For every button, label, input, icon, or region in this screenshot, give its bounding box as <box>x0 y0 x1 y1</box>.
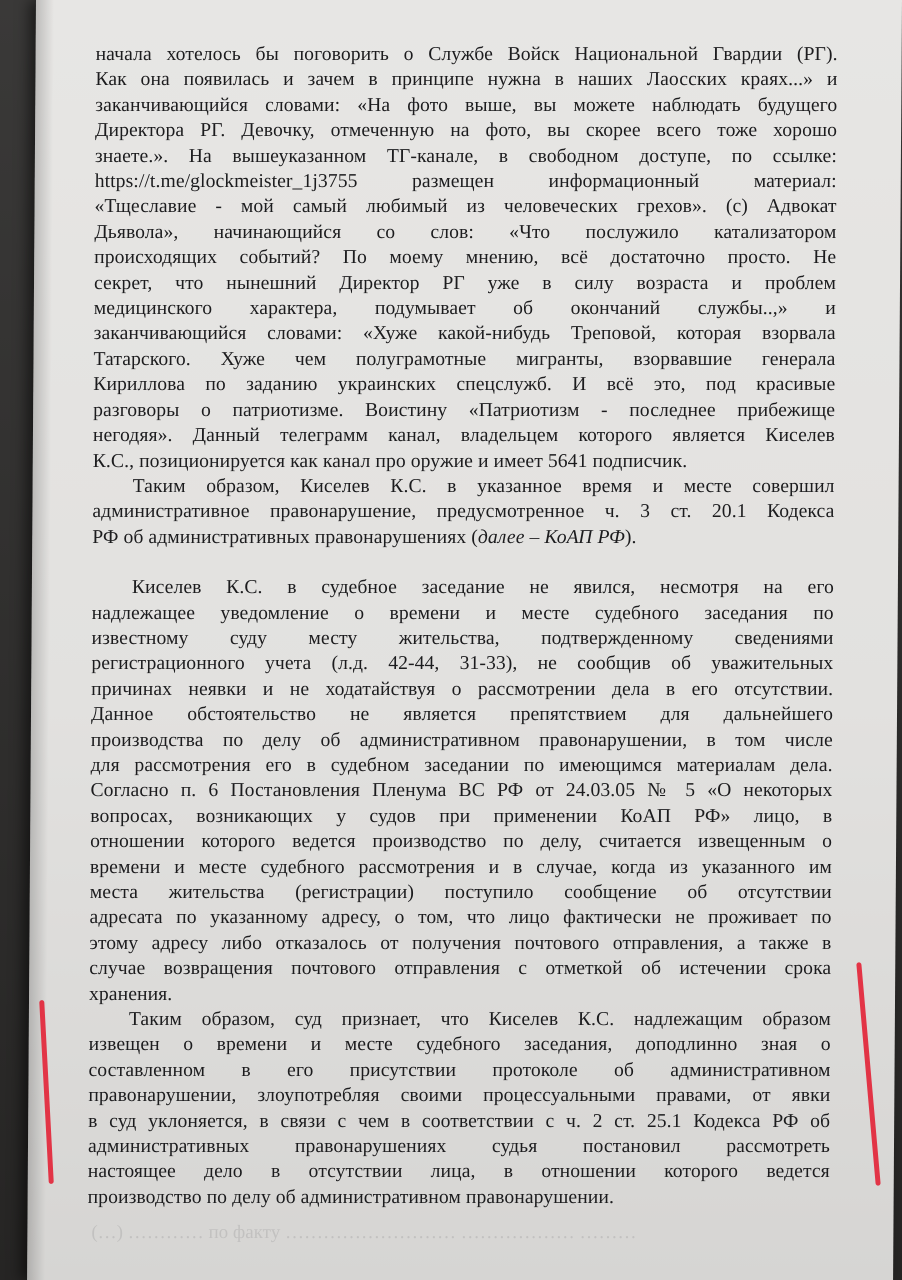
text-line-highlighted: административных правонарушениях судья постановил рассмотреть <box>87 1136 831 1158</box>
text-line: «Тщеславие - мой самый любимый из человеческих грехов». (с) Адвокат <box>94 196 837 218</box>
text-line: случае возвращения почтового отправления с отметкой об истечении срока <box>89 958 832 980</box>
text-line: регистрационного учета (л.д. 42-44, 31-33), не сообщив об уважительных <box>91 653 834 675</box>
text-line: надлежащее уведомление о времени и месте судебного заседания по <box>91 602 834 624</box>
text-line-highlighted: производство по делу об административном правонарушении. <box>87 1186 615 1208</box>
text-line: Киселев К.С. в судебное заседание не явился, несмотря на его <box>131 577 834 599</box>
text-line-koap <box>92 525 834 550</box>
text-line: заканчивающийся словами: «Хуже какой-нибудь Треповой, которая взорвала <box>93 323 836 345</box>
text-line: Татарского. Хуже чем полуграмотные мигранты, взорвавшие генерала <box>93 348 836 370</box>
text-line: Директора РГ. Девочку, отмеченную на фото, вы скорее всего тоже хорошо <box>95 120 838 142</box>
document-page <box>27 0 902 1280</box>
text-line: Кириллова по заданию украинских спецслужб. И всё это, под красивые <box>93 374 836 396</box>
text-line: этому адресу либо отказалось от получения почтового отправления, а также в <box>89 932 832 954</box>
text-line: для рассмотрения его в судебном заседании по имеющимся материалам дела. <box>90 754 833 776</box>
text-line: Согласно п. 6 Постановления Пленума ВС РФ от 24.03.05 № 5 «О некоторых <box>90 780 833 802</box>
text-line: отношении которого ведется производство по делу, считается извещенным о <box>90 831 833 853</box>
text-line: причинах неявки и не ходатайствуя о рассмотрении дела в его отсутствии. <box>91 678 834 700</box>
text-line: известному суду месту жительства, подтвержденному сведениями <box>91 627 834 649</box>
text-line: Данное обстоятельство не является препятствием для дальнейшего <box>90 704 834 726</box>
text-line: секрет, что нынешний Директор РГ уже в силу возраста и проблем <box>93 272 837 294</box>
text-line: Дьявола», начинающийся со слов: «Что послужило катализатором <box>94 221 837 243</box>
text-line-highlighted: составленном в его присутствии протоколе об административном <box>88 1059 831 1081</box>
text-line-highlighted: извещен о времени и месте судебного заседания, доподлинно зная о <box>88 1034 831 1056</box>
text-line: происходящих событий? По моему мнению, всё достаточно просто. Не <box>94 247 837 269</box>
text-line: заканчивающийся словами: «На фото выше, вы можете наблюдать будущего <box>95 94 838 116</box>
text-line: хранения. <box>88 983 173 1005</box>
text-line-highlighted: Таким образом, суд признает, что Киселев К.С. надлежащим образом <box>128 1009 831 1031</box>
text-line-link: https://t.me/glockmeister_1j3755 размещен информационный материал: <box>94 171 837 193</box>
document-text <box>88 42 838 1210</box>
text-line: адресата по указанному адресу, о том, что лицо фактически не проживает по <box>89 907 832 929</box>
text-line: времени и месте судебного рассмотрения и в случае, когда из указанного им <box>89 856 833 878</box>
text-line: вопросах, возникающих у судов при применении КоАП РФ» лицо, в <box>90 805 833 827</box>
text-line: знаете.». На вышеуказанном ТГ-канале, в свободном доступе, по ссылке: <box>94 145 837 167</box>
text-line: разговоры о патриотизме. Воистину «Патриотизм - последнее прибежище <box>93 399 836 421</box>
koap-text-after: ). <box>624 526 637 548</box>
text-line: негодяя». Данный телеграмм канал, владельцем которого является Киселев <box>92 425 836 447</box>
text-line-highlighted: правонарушении, злоупотребляя своими процессуальными правами, от явки <box>88 1085 831 1107</box>
bleed-through-text: (…) ………… по факту ……………………… ……………… ……… <box>91 1222 637 1243</box>
text-line: Таким образом, Киселев К.С. в указанное время и месте совершил <box>132 475 835 497</box>
koap-text-before: РФ об административных правонарушениях ( <box>92 526 478 548</box>
paragraph-gap <box>92 550 834 575</box>
text-line: производства по делу об административном правонарушении, в том числе <box>90 729 833 751</box>
text-line: Как она появилась и зачем в принципе нужна в наших Лаосских краях...» и <box>95 69 838 91</box>
koap-abbreviation: далее – КоАП РФ <box>477 526 626 548</box>
text-line: К.С., позиционируется как канал про оружие и имеет 5641 подписчик. <box>92 450 688 472</box>
text-line-highlighted: в суд уклоняется, в связи с чем в соответствии с ч. 2 ст. 25.1 Кодекса РФ об <box>88 1110 831 1132</box>
text-line: места жительства (регистрации) поступило сообщение об отсутствии <box>89 882 832 903</box>
text-line: медицинского характера, подумывает об окончаний службы..,» и <box>93 298 836 320</box>
text-line: административное правонарушение, предусмотренное ч. 3 ст. 20.1 Кодекса <box>92 501 835 523</box>
text-line-highlighted: настоящее дело в отсутствии лица, в отношении которого ведется <box>87 1161 830 1183</box>
text-line: начала хотелось бы поговорить о Службе Войск Национальной Гвардии (РГ). <box>95 44 838 65</box>
